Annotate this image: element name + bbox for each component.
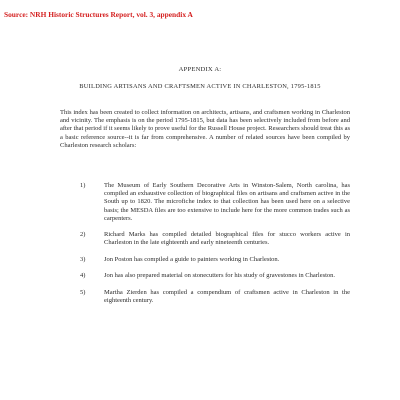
list-item [80,231,350,247]
list-item-text: Martha Zierden has compiled a compendium of craftsmen active in Charleston in the eighteenth century. [104,288,350,304]
list-item [80,289,350,305]
list-item-number: 1) [80,182,86,189]
sources-list [80,182,350,313]
document-title: BUILDING ARTISANS AND CRAFTSMEN ACTIVE IN CHARLESTON, 1795-1815 [79,83,321,90]
appendix-heading: APPENDIX A: [178,66,222,73]
list-item-number: 2) [80,231,86,239]
source-note: Source: NRH Historic Structures Report, vol. 3, appendix A [4,10,193,19]
list-item [80,272,350,280]
list-item-text: Jon has also prepared material on stonecutters for his study of gravestones in Charleston. [104,272,336,280]
list-item-text: The Museum of Early Southern Decorative Arts in Winston-Salem, North carolina, has compiled an exhaustive collection of biographical files on artisans and craftsmen active in the South up to 1820. The microfiche index to that collection has been used here on a selective basis; the MESDA files are too extensive to include here for the more common trades such as carpenters. [104,182,350,222]
list-item [80,256,350,264]
list-item-text: Jon Poston has compiled a guide to painters working in Charleston. [104,255,280,263]
list-item [80,182,350,223]
intro-paragraph: This index has been created to collect information on architects, artisans, and craftsmen working in Charleston and vicinity. The emphasis is on the period 1795-1815, but data has been selectively included from before and after that period if it seems likely to prove useful for the Russell House project. Researchers should treat this as a basic reference source--it is far from comprehensive. A number of related sources have been compiled by Charleston research scholars: [60,109,350,149]
list-item-number: 4) [80,272,86,280]
list-item-number: 3) [80,255,86,263]
list-item-number: 5) [80,288,86,296]
list-item-text: Richard Marks has compiled detailed biographical files for stucco workers active in Charleston in the late eighteenth and early nineteenth centuries. [104,231,350,247]
